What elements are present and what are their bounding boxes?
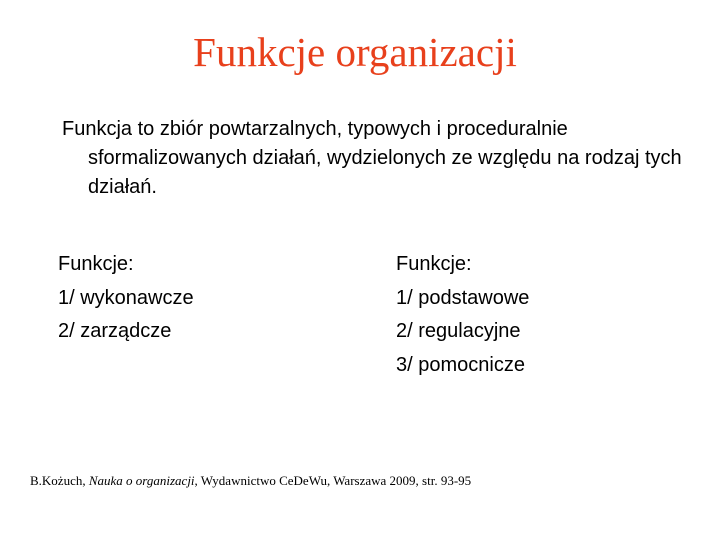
slide-title: Funkcje organizacji: [193, 29, 517, 75]
definition-text: Funkcja to zbiór powtarzalnych, typowych i proceduralnie sformalizowanych działań, wydzielonych ze względu na rodzaj tych działań.: [62, 118, 682, 198]
right-list-heading: Funkcje:: [396, 253, 472, 275]
list-item: 2/ regulacyjne: [396, 320, 521, 342]
left-list-heading: Funkcje:: [58, 253, 134, 275]
left-functions-list: [58, 250, 194, 351]
footnote-publisher: , Wydawnictwo CeDeWu, Warszawa 2009, str. 93-95: [194, 473, 472, 488]
list-item: 1/ wykonawcze: [58, 286, 194, 309]
list-item: 2/ zarządcze: [58, 320, 172, 342]
list-item: 3/ pomocnicze: [396, 353, 525, 376]
list-item: 1/ podstawowe: [396, 286, 530, 309]
footnote-book-title: Nauka o organizacji: [88, 473, 195, 488]
right-functions-list: [396, 250, 529, 384]
footnote-author: B.Kożuch,: [30, 473, 89, 488]
source-footnote: [30, 473, 471, 489]
